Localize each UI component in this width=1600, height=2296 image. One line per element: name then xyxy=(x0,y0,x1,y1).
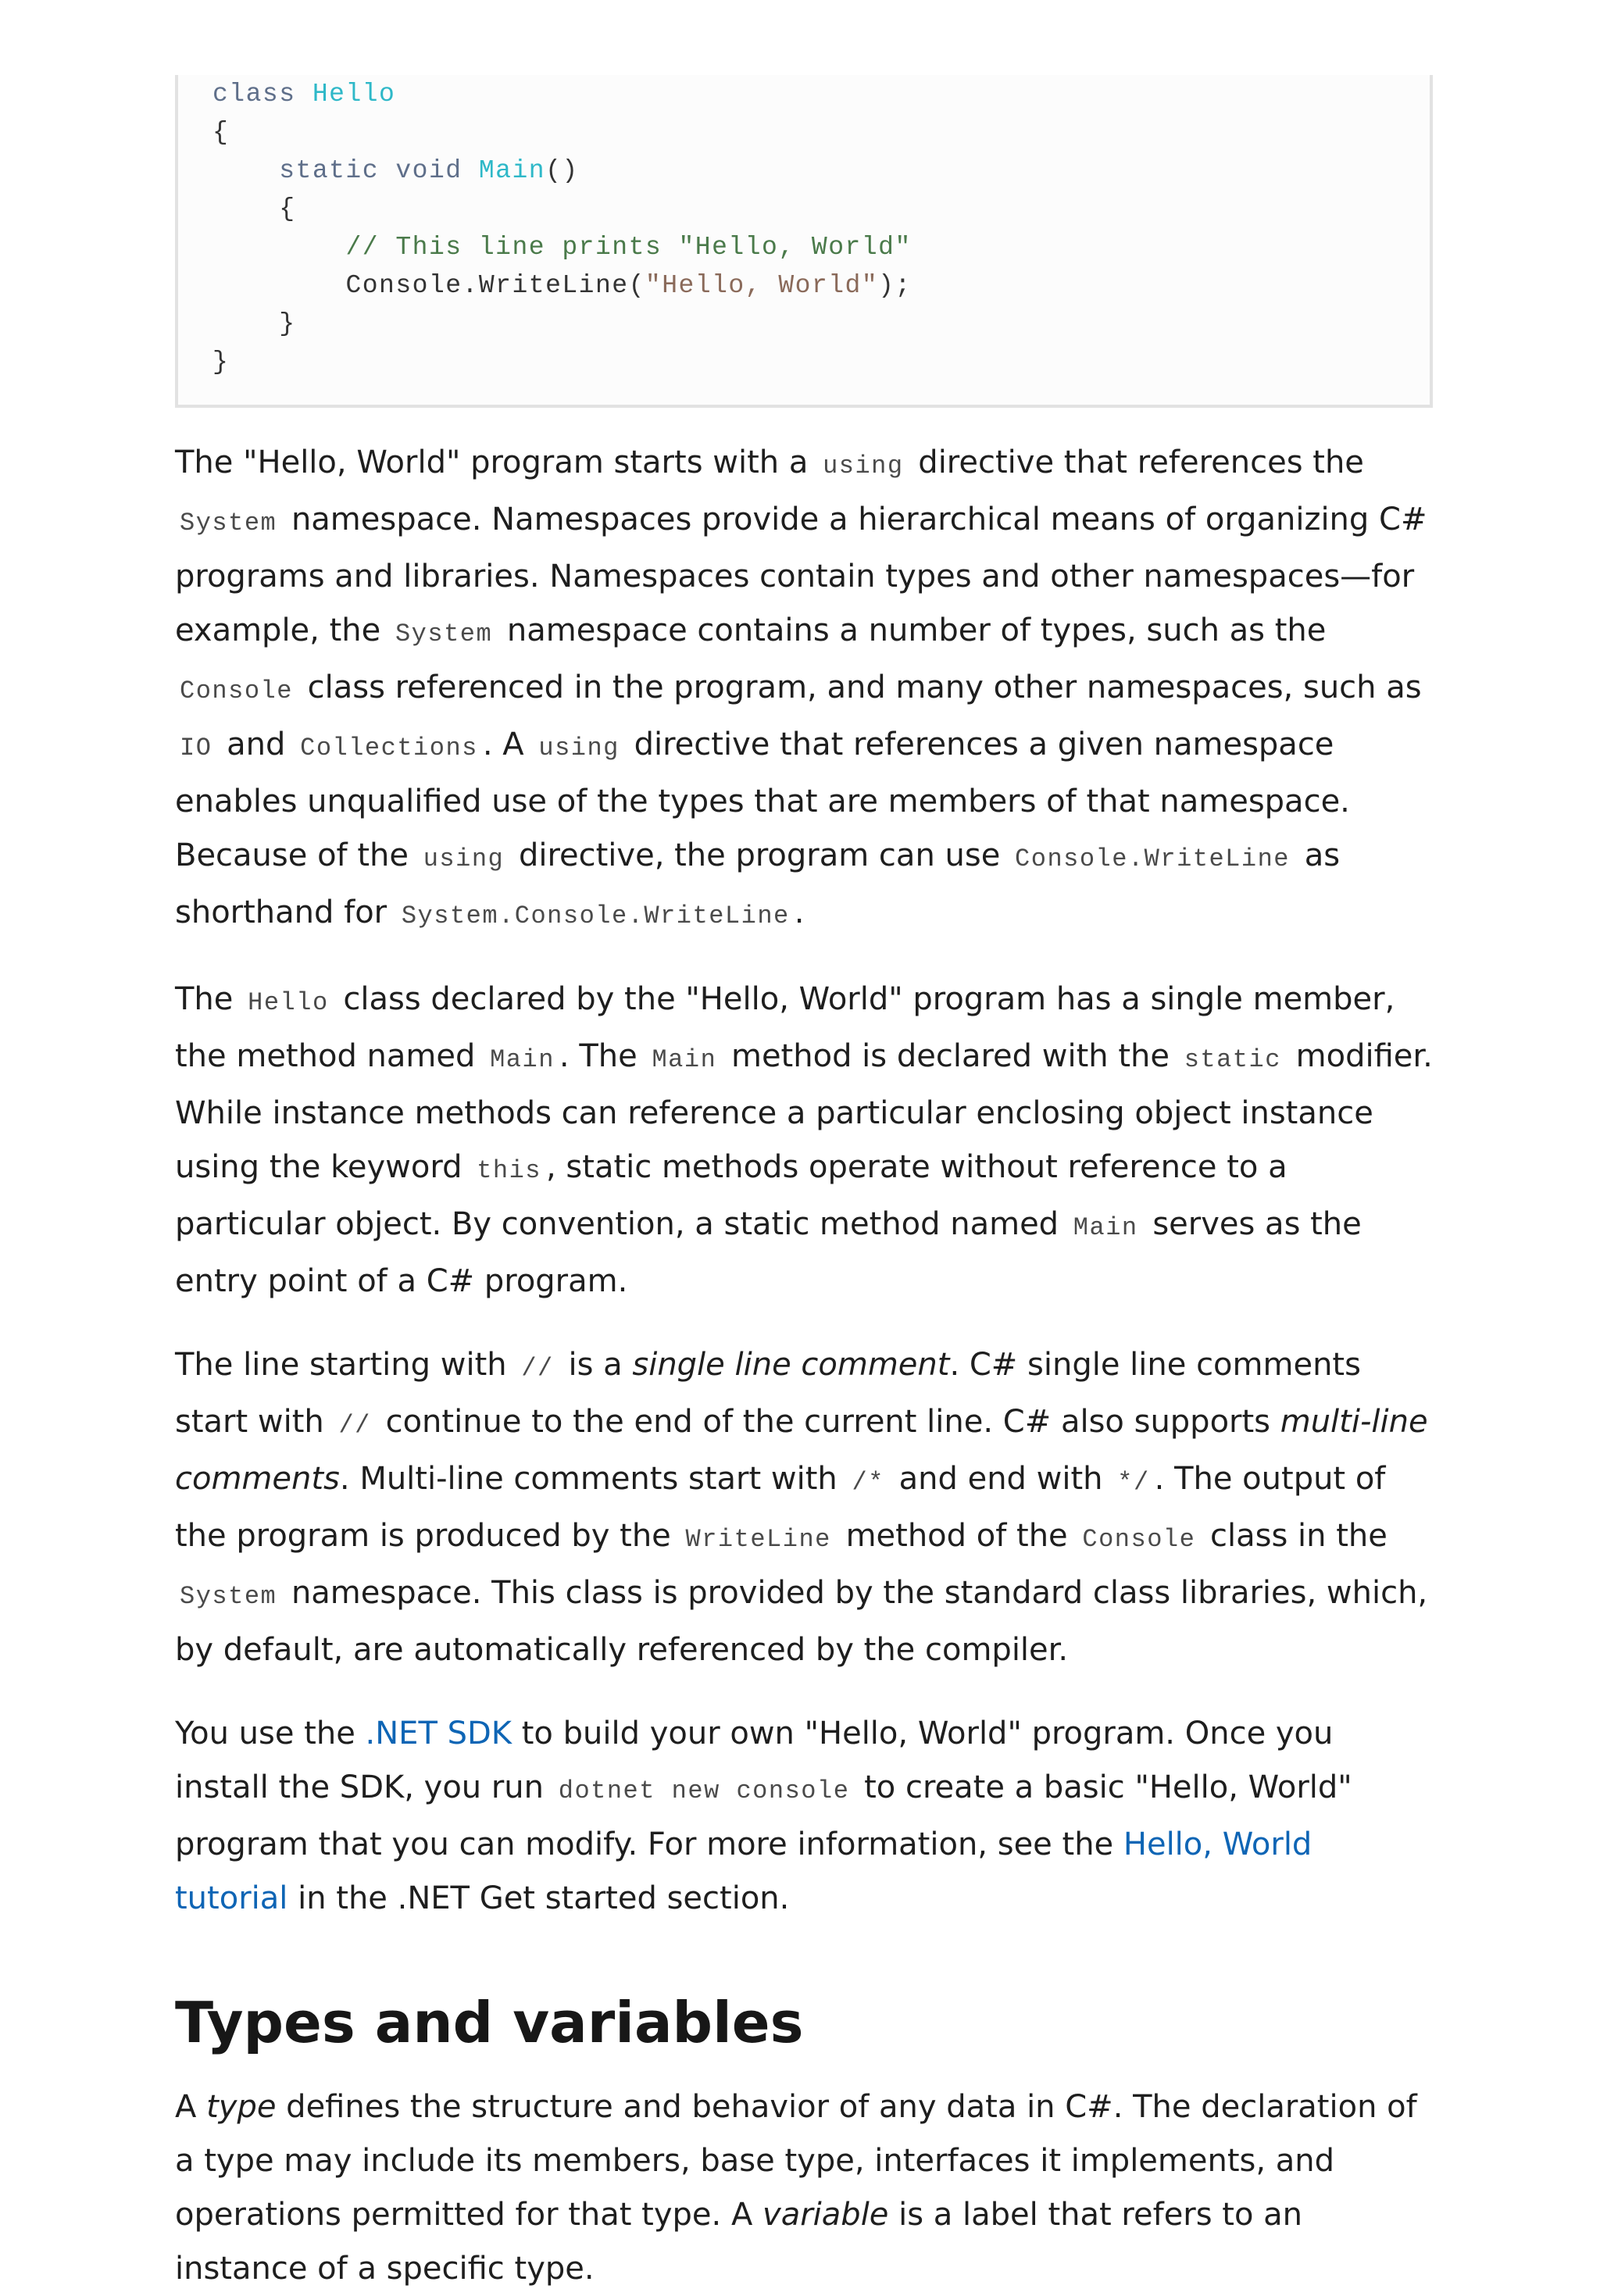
text: modifier. While instance methods can reference a particular enclosing object instance using the keyword xyxy=(175,1038,1433,1185)
code-keyword: class xyxy=(212,80,296,109)
text: directive that references a given namespace enables unqualified use of the types that are members of that namespace. Because of the xyxy=(175,727,1350,873)
text: to build your own "Hello, World" program. Once you install the SDK, you run xyxy=(175,1716,1334,1805)
text: namespace contains a number of types, such as the xyxy=(506,612,1327,648)
text: method of the xyxy=(845,1518,1068,1554)
text: serves as the entry point of a C# program. xyxy=(175,1206,1362,1299)
code-line xyxy=(212,190,1430,228)
text: continue to the end of the current line. C# also supports xyxy=(385,1404,1271,1440)
text: You use the xyxy=(175,1716,355,1751)
paragraph-comments xyxy=(175,1338,1433,1677)
text: . The xyxy=(559,1038,638,1074)
emphasis: single line comment xyxy=(632,1347,950,1383)
inline-code: using xyxy=(823,452,904,480)
text: class referenced in the program, and many other namespaces, such as xyxy=(307,670,1422,705)
emphasis: variable xyxy=(762,2197,889,2233)
text: . Multi-line comments start with xyxy=(339,1461,838,1497)
text: to create a basic "Hello, World" program that you can modify. For more information, see the xyxy=(175,1769,1352,1862)
text: . The output of the program is produced by the xyxy=(175,1461,1386,1554)
inline-code: Console xyxy=(1082,1525,1196,1554)
paragraph-dotnet-sdk xyxy=(175,1707,1433,1926)
emphasis: multi-line comments xyxy=(175,1404,1428,1497)
code-comment: // This line prints "Hello, World" xyxy=(345,233,912,262)
text: . A xyxy=(482,727,524,762)
inline-code: */ xyxy=(1117,1468,1150,1497)
text: . xyxy=(794,894,805,930)
paragraph-hello-class xyxy=(175,973,1433,1309)
text: is a label that refers to an instance of a specific type. xyxy=(175,2197,1303,2287)
text: class in the xyxy=(1210,1518,1388,1554)
inline-code: System xyxy=(395,620,493,648)
inline-code: Main xyxy=(652,1045,717,1074)
code-brace: } xyxy=(212,348,230,377)
code-line xyxy=(212,75,1430,113)
code-punctuation: () xyxy=(545,156,579,185)
section-heading: Types and variables xyxy=(175,1990,804,2055)
text: namespace. This class is provided by the standard class libraries, which, by default, are automatically referenced by the compiler. xyxy=(175,1575,1428,1668)
inline-code: System.Console.WriteLine xyxy=(401,902,790,930)
code-line xyxy=(212,305,1430,343)
text: directive that references the xyxy=(918,445,1364,480)
code-keyword: static void xyxy=(279,156,462,185)
code-block xyxy=(175,75,1433,408)
code-brace: { xyxy=(212,118,230,147)
code-call: Console.WriteLine( xyxy=(345,271,645,300)
text: namespace. Namespaces provide a hierarchical means of organizing C# programs and libraries. Namespaces contain types and other namespaces—for example, the xyxy=(175,502,1427,648)
inline-code: System xyxy=(180,509,277,537)
text: method is declared with the xyxy=(730,1038,1170,1074)
text: A xyxy=(175,2089,197,2125)
inline-code: Console.WriteLine xyxy=(1015,844,1290,873)
inline-code: WriteLine xyxy=(685,1525,831,1554)
inline-code: Main xyxy=(490,1045,555,1074)
inline-code: using xyxy=(538,734,620,762)
text: The xyxy=(175,981,234,1017)
code-line xyxy=(212,343,1430,381)
inline-code: Main xyxy=(1073,1213,1138,1242)
document-page xyxy=(175,0,1433,2296)
inline-code: /* xyxy=(852,1468,884,1497)
inline-code: this xyxy=(477,1156,541,1185)
text: in the .NET Get started section. xyxy=(298,1880,790,1916)
emphasis: type xyxy=(206,2089,277,2125)
code-brace: } xyxy=(279,309,296,338)
text: , static methods operate without reference to a particular object. By convention, a static method named xyxy=(175,1149,1288,1242)
text: as shorthand for xyxy=(175,837,1341,930)
code-brace: { xyxy=(279,195,296,223)
code-line xyxy=(212,228,1430,266)
dotnet-sdk-link[interactable]: .NET SDK xyxy=(365,1716,512,1751)
text: The "Hello, World" program starts with a xyxy=(175,445,809,480)
inline-code: Console xyxy=(180,677,293,705)
code-line xyxy=(212,266,1430,305)
text: The line starting with xyxy=(175,1347,507,1383)
hello-world-tutorial-link[interactable]: Hello, World tutorial xyxy=(175,1826,1312,1916)
text: and xyxy=(227,727,286,762)
code-line xyxy=(212,113,1430,152)
inline-code: static xyxy=(1184,1045,1281,1074)
code-punctuation: ); xyxy=(878,271,912,300)
text: and end with xyxy=(898,1461,1103,1497)
code-identifier: Hello xyxy=(312,80,396,109)
inline-code: Hello xyxy=(248,988,329,1017)
inline-code: Collections xyxy=(300,734,478,762)
inline-code: // xyxy=(521,1354,554,1383)
text: class declared by the "Hello, World" program has a single member, the method named xyxy=(175,981,1395,1074)
code-string: "Hello, World" xyxy=(645,271,879,300)
text: . C# single line comments start with xyxy=(175,1347,1361,1440)
inline-code: System xyxy=(180,1582,277,1611)
inline-code: dotnet new console xyxy=(558,1776,850,1805)
inline-code: IO xyxy=(180,734,212,762)
code-identifier: Main xyxy=(478,156,546,185)
code-line xyxy=(212,152,1430,190)
inline-code: // xyxy=(338,1411,371,1440)
text: is a xyxy=(568,1347,623,1383)
paragraph-using-directive xyxy=(175,436,1433,943)
text: directive, the program can use xyxy=(518,837,1001,873)
text: defines the structure and behavior of any data in C#. The declaration of a type may include its members, base type, interfaces it implements, and operations permitted for that type. A xyxy=(175,2089,1417,2233)
inline-code: using xyxy=(423,844,505,873)
paragraph-types xyxy=(175,2080,1433,2296)
